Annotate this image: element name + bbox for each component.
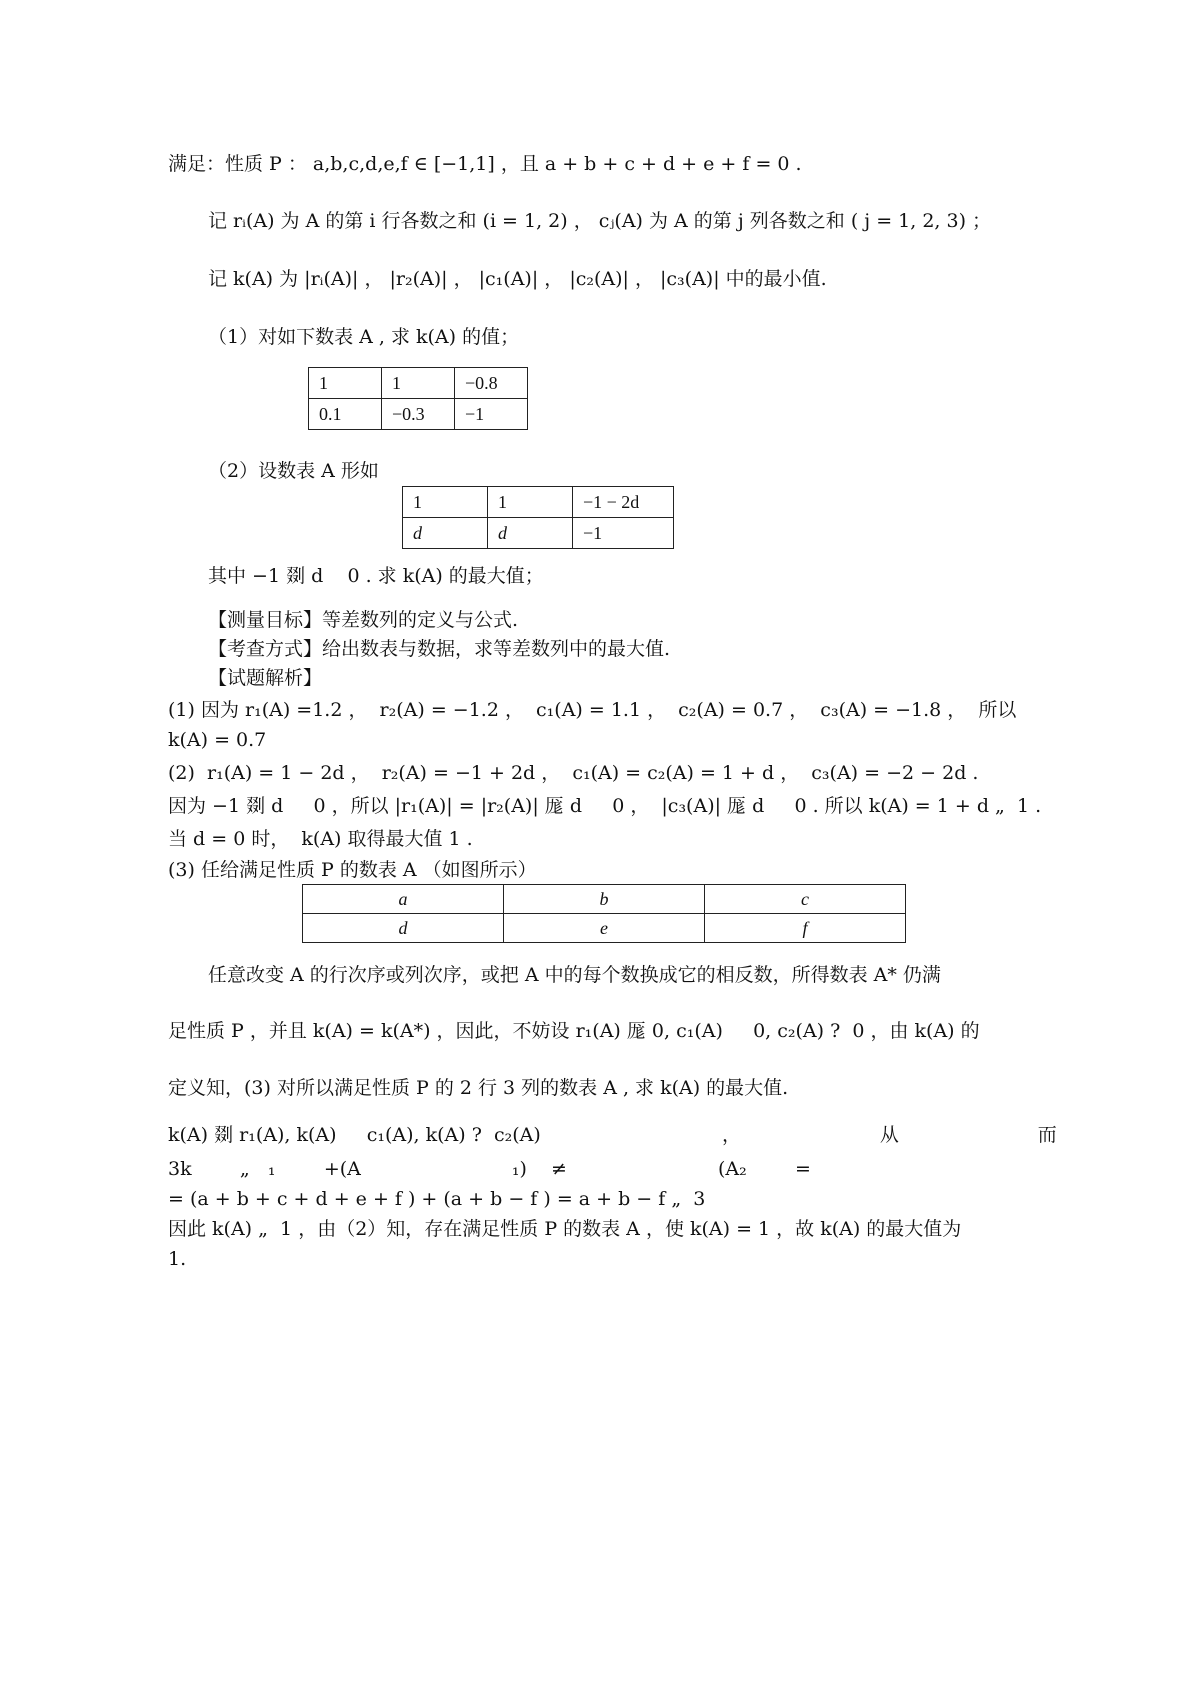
- text-line: 3k „ ₁ +(A ₁) ≠ (A₂ =: [168, 1158, 811, 1180]
- text-line: 当 d = 0 时， k(A) 取得最大值 1 .: [168, 828, 473, 850]
- table-cell: d: [403, 518, 488, 549]
- table-cell: −1: [455, 399, 528, 430]
- table-cell: 1: [382, 368, 455, 399]
- table-cell: d: [303, 914, 504, 943]
- text-line: 定义知，(3) 对所以满足性质 P 的 2 行 3 列的数表 A , 求 k(A) 的最大值.: [168, 1077, 789, 1099]
- text-line: 记 rᵢ(A) 为 A 的第 i 行各数之和 (i = 1, 2) ， cⱼ(A) 为 A 的第 j 列各数之和 ( j = 1, 2, 3) ；: [208, 210, 992, 232]
- text-line: k(A) 剟 r₁(A), k(A) c₁(A), k(A) ? c₂(A) ， 从 而: [168, 1124, 1057, 1146]
- text-line: (1) 因为 r₁(A) =1.2 ， r₂(A) = −1.2 ， c₁(A) = 1.1 ， c₂(A) = 0.7 ， c₃(A) = −1.8 ， 所以: [168, 699, 1017, 721]
- data-table-3: [302, 884, 906, 943]
- text-line: 【试题解析】: [208, 667, 323, 689]
- text-line: 满足：性质 P ： a,b,c,d,e,f ∈ [−1,1] ，且 a + b + c + d + e + f = 0 .: [168, 153, 802, 175]
- text-line: 足性质 P ，并且 k(A) = k(A*) ，因此，不妨设 r₁(A) 厖 0, c₁(A) 0, c₂(A) ? 0 ，由 k(A) 的: [168, 1020, 980, 1042]
- data-table-2: [402, 486, 674, 549]
- text-line: 【考查方式】给出数表与数据，求等差数列中的最大值.: [208, 638, 671, 660]
- data-table-1: [308, 367, 528, 430]
- text-line: (3) 任给满足性质 P 的数表 A （如图所示）: [168, 859, 537, 881]
- table-row: [309, 399, 528, 430]
- table-cell: d: [488, 518, 573, 549]
- table-row: [403, 487, 674, 518]
- text-line: 记 k(A) 为 |rᵢ(A)| ， |r₂(A)| ， |c₁(A)| ， |c₂(A)| ， |c₃(A)| 中的最小值.: [208, 268, 827, 290]
- table-cell: 1: [488, 487, 573, 518]
- text-line: 【测量目标】等差数列的定义与公式.: [208, 609, 519, 631]
- text-line: 1.: [168, 1248, 187, 1270]
- table-row: [309, 368, 528, 399]
- text-line: 因为 −1 剟 d 0 ，所以 |r₁(A)| = |r₂(A)| 厖 d 0 ， |c₃(A)| 厖 d 0 . 所以 k(A) = 1 + d „ 1 .: [168, 795, 1042, 817]
- text-line: (2) r₁(A) = 1 − 2d ， r₂(A) = −1 + 2d ， c₁(A) = c₂(A) = 1 + d ， c₃(A) = −2 − 2d .: [168, 762, 979, 784]
- table-cell: 1: [309, 368, 382, 399]
- table-cell: −1 − 2d: [573, 487, 674, 518]
- text-line: （1）对如下数表 A , 求 k(A) 的值；: [208, 326, 520, 348]
- text-line: 任意改变 A 的行次序或列次序，或把 A 中的每个数换成它的相反数，所得数表 A* 仍满: [208, 964, 941, 986]
- text-line: = (a + b + c + d + e + f ) + (a + b − f ) = a + b − f „ 3: [168, 1188, 706, 1210]
- table-cell: −1: [573, 518, 674, 549]
- text-line: k(A) = 0.7: [168, 729, 267, 751]
- table-row: [403, 518, 674, 549]
- table-cell: 1: [403, 487, 488, 518]
- table-cell: c: [705, 885, 906, 914]
- table-cell: f: [705, 914, 906, 943]
- table-cell: e: [504, 914, 705, 943]
- table-row: [303, 885, 906, 914]
- table-cell: 0.1: [309, 399, 382, 430]
- table-cell: −0.3: [382, 399, 455, 430]
- table-cell: b: [504, 885, 705, 914]
- table-cell: −0.8: [455, 368, 528, 399]
- table-row: [303, 914, 906, 943]
- text-line: （2）设数表 A 形如: [208, 460, 379, 482]
- text-line: 其中 −1 剟 d 0 . 求 k(A) 的最大值；: [208, 565, 544, 587]
- table-cell: a: [303, 885, 504, 914]
- text-line: 因此 k(A) „ 1 ，由（2）知，存在满足性质 P 的数表 A ，使 k(A) = 1 ，故 k(A) 的最大值为: [168, 1218, 962, 1240]
